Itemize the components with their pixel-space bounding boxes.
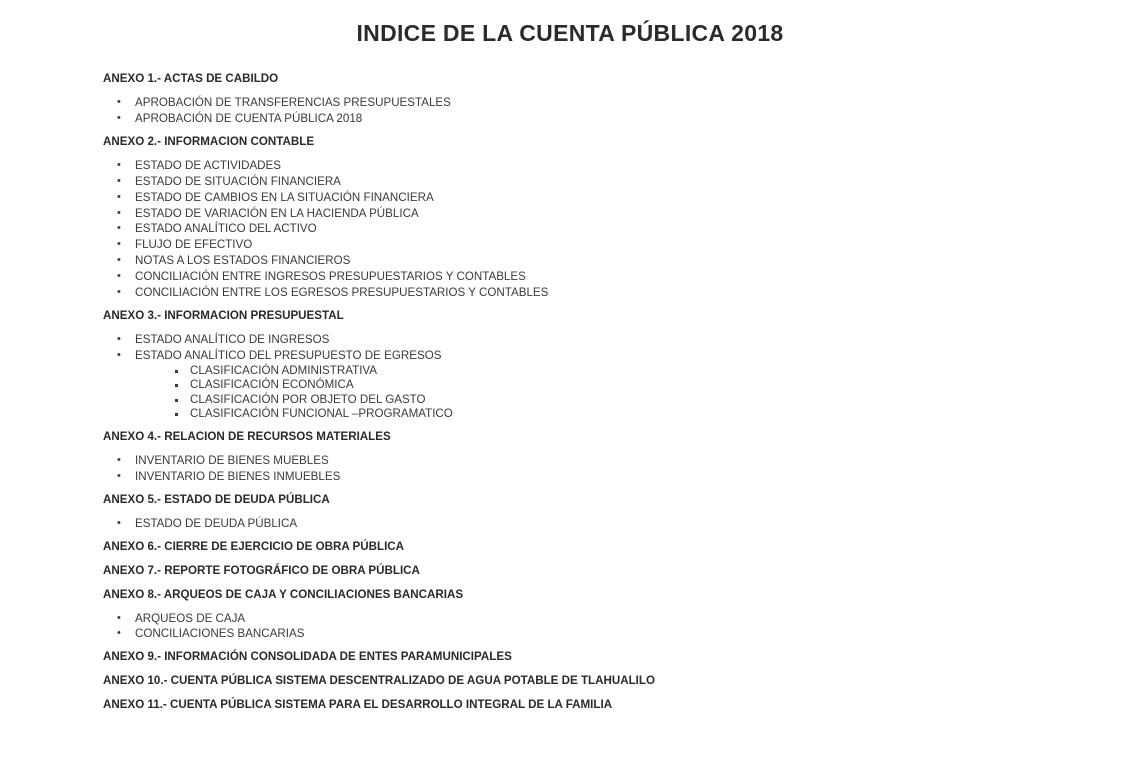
annex-item-list xyxy=(0,453,1140,485)
list-item: • CONCILIACIONES BANCARIAS xyxy=(0,626,1140,642)
annex-item-list xyxy=(0,611,1140,643)
list-item: • ESTADO ANALÍTICO DEL ACTIVO xyxy=(0,221,1140,237)
list-item: • ESTADO DE SITUACIÓN FINANCIERA xyxy=(0,174,1140,190)
list-item: • ESTADO DE DEUDA PÚBLICA xyxy=(0,516,1140,532)
list-item: • ESTADO ANALÍTICO DEL PRESUPUESTO DE EGRESOS xyxy=(0,348,1140,364)
list-item: • CONCILIACIÓN ENTRE INGRESOS PRESUPUESTARIOS Y CONTABLES xyxy=(0,269,1140,285)
annex-heading: ANEXO 9.- INFORMACIÓN CONSOLIDADA DE ENTES PARAMUNICIPALES xyxy=(103,650,512,664)
list-item: • ARQUEOS DE CAJA xyxy=(0,611,1140,627)
list-item: • CONCILIACIÓN ENTRE LOS EGRESOS PRESUPUESTARIOS Y CONTABLES xyxy=(0,285,1140,301)
annex-heading: ANEXO 3.- INFORMACION PRESUPUESTAL xyxy=(103,308,344,322)
annex-item-list xyxy=(0,95,1140,127)
annex-item-list xyxy=(0,516,1140,532)
sub-list-item: CLASIFICACIÓN ECONÓMICA xyxy=(0,378,1140,393)
annex-index xyxy=(0,72,1140,722)
annex-heading: ANEXO 2.- INFORMACION CONTABLE xyxy=(103,134,315,148)
annex-item-list xyxy=(0,158,1140,301)
list-item: • ESTADO DE CAMBIOS EN LA SITUACIÓN FINANCIERA xyxy=(0,190,1140,206)
list-item: • NOTAS A LOS ESTADOS FINANCIEROS xyxy=(0,253,1140,269)
annex-heading: ANEXO 6.- CIERRE DE EJERCICIO DE OBRA PÚBLICA xyxy=(103,539,405,553)
annex-heading: ANEXO 11.- CUENTA PÚBLICA SISTEMA PARA EL DESARROLLO INTEGRAL DE LA FAMILIA xyxy=(103,698,613,712)
sub-list-item: CLASIFICACIÓN POR OBJETO DEL GASTO xyxy=(0,393,1140,408)
list-item: • ESTADO DE ACTIVIDADES xyxy=(0,158,1140,174)
list-item: • FLUJO DE EFECTIVO xyxy=(0,237,1140,253)
list-item: • ESTADO DE VARIACIÓN EN LA HACIENDA PÚBLICA xyxy=(0,206,1140,222)
list-item: • APROBACIÓN DE CUENTA PÚBLICA 2018 xyxy=(0,111,1140,127)
annex-heading: ANEXO 10.- CUENTA PÚBLICA SISTEMA DESCENTRALIZADO DE AGUA POTABLE DE TLAHUALILO xyxy=(103,674,655,688)
sub-list-item: CLASIFICACIÓN ADMINISTRATIVA xyxy=(0,364,1140,379)
annex-heading: ANEXO 5.- ESTADO DE DEUDA PÚBLICA xyxy=(103,492,330,506)
list-item: • INVENTARIO DE BIENES INMUEBLES xyxy=(0,469,1140,485)
annex-item-list xyxy=(0,332,1140,422)
annex-heading: ANEXO 1.- ACTAS DE CABILDO xyxy=(103,72,279,85)
sub-list-item: CLASIFICACIÓN FUNCIONAL –PROGRAMATICO xyxy=(0,407,1140,422)
page-title: INDICE DE LA CUENTA PÚBLICA 2018 xyxy=(356,20,784,46)
list-item: • INVENTARIO DE BIENES MUEBLES xyxy=(0,453,1140,469)
annex-heading: ANEXO 4.- RELACION DE RECURSOS MATERIALES xyxy=(103,429,391,443)
list-item: • ESTADO ANALÍTICO DE INGRESOS xyxy=(0,332,1140,348)
list-item: • APROBACIÓN DE TRANSFERENCIAS PRESUPUESTALES xyxy=(0,95,1140,111)
annex-heading: ANEXO 8.- ARQUEOS DE CAJA Y CONCILIACIONES BANCARIAS xyxy=(103,587,464,601)
annex-heading: ANEXO 7.- REPORTE FOTOGRÁFICO DE OBRA PÚBLICA xyxy=(103,563,420,577)
